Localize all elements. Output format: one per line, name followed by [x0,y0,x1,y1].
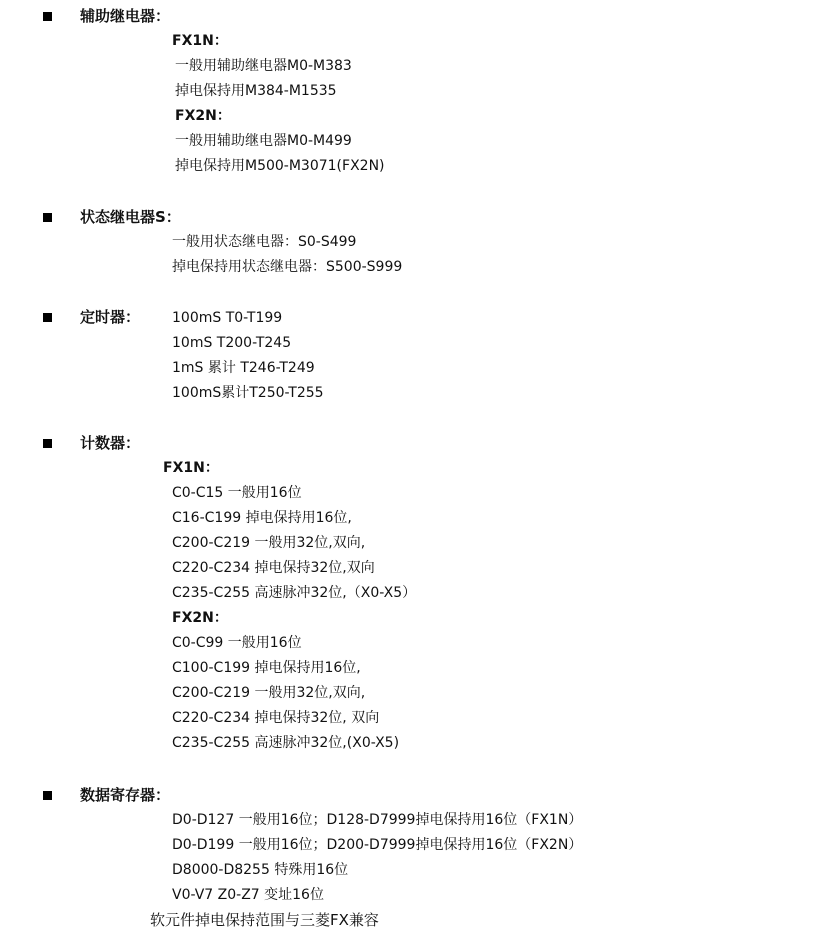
timer-heading: 定时器： [80,308,141,326]
counter-fx2n-line: C220-C234 掉电保持32位, 双向 [172,710,380,726]
counter-fx1n-label: FX1N： [163,460,219,476]
data-register-heading: 数据寄存器： [80,786,171,804]
data-register-footer: 软元件掉电保持范围与三菱FX兼容 [150,911,379,929]
data-register-line: D0-D199 一般用16位；D200-D7999掉电保持用16位（FX2N） [172,837,583,853]
timer-line: 100mS T0-T199 [172,310,283,326]
section-bullet-icon [43,791,52,800]
counter-fx2n-line: C200-C219 一般用32位,双向, [172,685,366,701]
timer-line: 1mS 累计 T246-T249 [172,360,315,376]
counter-fx2n-line: C0-C99 一般用16位 [172,635,302,651]
counter-fx1n-line: C220-C234 掉电保持32位,双向 [172,560,375,576]
data-register-line: D8000-D8255 特殊用16位 [172,862,349,878]
counter-fx1n-line: C235-C255 高速脉冲32位,（X0-X5） [172,585,417,601]
counter-fx1n-line: C16-C199 掉电保持用16位, [172,510,352,526]
data-register-line: V0-V7 Z0-Z7 变址16位 [172,887,324,903]
counter-fx2n-line: C100-C199 掉电保持用16位, [172,660,361,676]
aux-fx2n-label: FX2N： [175,108,231,124]
section-bullet-icon [43,213,52,222]
counter-fx2n-line: C235-C255 高速脉冲32位,(X0-X5) [172,735,400,751]
state-relay-line: 一般用状态继电器：S0-S499 [172,234,357,250]
aux-fx1n-line: 一般用辅助继电器M0-M383 [175,58,352,74]
aux-fx1n-label: FX1N： [172,33,228,49]
counter-heading: 计数器： [80,434,141,452]
aux-fx1n-line: 掉电保持用M384-M1535 [175,83,337,99]
counter-fx1n-line: C0-C15 一般用16位 [172,485,302,501]
data-register-line: D0-D127 一般用16位；D128-D7999掉电保持用16位（FX1N） [172,812,583,828]
aux-fx2n-line: 掉电保持用M500-M3071(FX2N) [175,158,385,174]
aux-relay-heading: 辅助继电器： [80,7,171,25]
section-bullet-icon [43,439,52,448]
state-relay-heading: 状态继电器S： [80,208,181,226]
timer-line: 100mS累计T250-T255 [172,385,324,401]
section-bullet-icon [43,12,52,21]
counter-fx2n-label: FX2N： [172,610,228,626]
counter-fx1n-line: C200-C219 一般用32位,双向, [172,535,366,551]
timer-line: 10mS T200-T245 [172,335,292,351]
section-bullet-icon [43,313,52,322]
aux-fx2n-line: 一般用辅助继电器M0-M499 [175,133,352,149]
state-relay-line: 掉电保持用状态继电器：S500-S999 [172,259,403,275]
